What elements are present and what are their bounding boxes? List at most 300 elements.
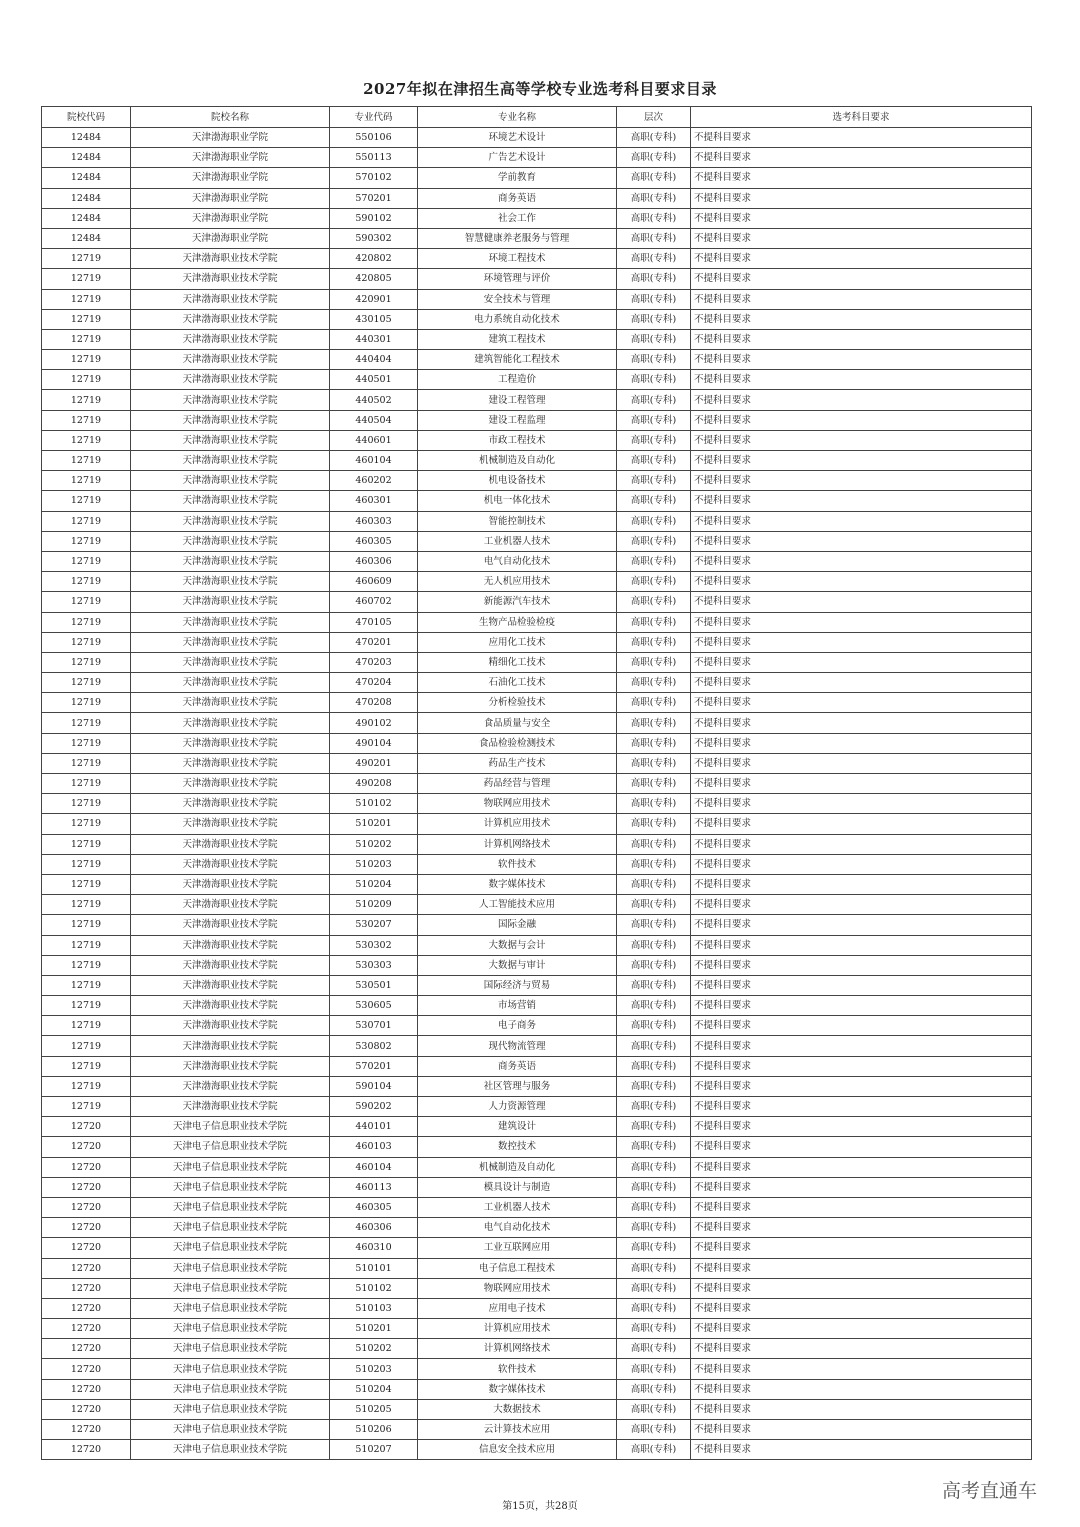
- school-name-cell: 天津渤海职业技术学院: [131, 955, 330, 975]
- table-row: [42, 713, 1032, 733]
- school-code-cell: 12719: [42, 895, 131, 915]
- major-name-cell: 分析检验技术: [418, 693, 617, 713]
- subject-requirement-cell: 不提科目要求: [691, 1298, 1032, 1318]
- school-code-cell: 12719: [42, 652, 131, 672]
- level-cell: 高职(专科): [617, 693, 691, 713]
- major-name-cell: 应用电子技术: [418, 1298, 617, 1318]
- school-name-cell: 天津渤海职业技术学院: [131, 410, 330, 430]
- level-cell: 高职(专科): [617, 491, 691, 511]
- major-name-cell: 建筑智能化工程技术: [418, 350, 617, 370]
- table-row: [42, 935, 1032, 955]
- table-row: [42, 592, 1032, 612]
- school-code-cell: 12720: [42, 1197, 131, 1217]
- subject-requirement-cell: 不提科目要求: [691, 774, 1032, 794]
- level-cell: 高职(专科): [617, 1359, 691, 1379]
- school-code-cell: 12719: [42, 632, 131, 652]
- level-cell: 高职(专科): [617, 955, 691, 975]
- table-row: [42, 1197, 1032, 1217]
- level-cell: 高职(专科): [617, 1076, 691, 1096]
- major-name-cell: 国际经济与贸易: [418, 975, 617, 995]
- school-name-cell: 天津渤海职业技术学院: [131, 774, 330, 794]
- level-cell: 高职(专科): [617, 511, 691, 531]
- school-name-cell: 天津渤海职业技术学院: [131, 289, 330, 309]
- school-name-cell: 天津渤海职业技术学院: [131, 612, 330, 632]
- level-cell: 高职(专科): [617, 572, 691, 592]
- major-code-cell: 550106: [330, 128, 418, 148]
- school-code-cell: 12719: [42, 390, 131, 410]
- table-row: [42, 188, 1032, 208]
- subject-requirement-cell: 不提科目要求: [691, 228, 1032, 248]
- school-name-cell: 天津渤海职业学院: [131, 228, 330, 248]
- level-cell: 高职(专科): [617, 713, 691, 733]
- major-code-cell: 590302: [330, 228, 418, 248]
- major-code-cell: 530501: [330, 975, 418, 995]
- school-name-cell: 天津渤海职业技术学院: [131, 733, 330, 753]
- table-row: [42, 1278, 1032, 1298]
- major-name-cell: 工业机器人技术: [418, 531, 617, 551]
- subject-requirement-cell: 不提科目要求: [691, 410, 1032, 430]
- subject-requirement-cell: 不提科目要求: [691, 612, 1032, 632]
- table-row: [42, 329, 1032, 349]
- major-name-cell: 新能源汽车技术: [418, 592, 617, 612]
- subject-requirement-cell: 不提科目要求: [691, 1278, 1032, 1298]
- subject-requirement-cell: 不提科目要求: [691, 249, 1032, 269]
- major-name-cell: 机电设备技术: [418, 471, 617, 491]
- major-name-cell: 电气自动化技术: [418, 551, 617, 571]
- major-name-cell: 环境工程技术: [418, 249, 617, 269]
- table-row: [42, 1076, 1032, 1096]
- major-code-cell: 510103: [330, 1298, 418, 1318]
- table-row: [42, 955, 1032, 975]
- level-cell: 高职(专科): [617, 794, 691, 814]
- subject-requirement-cell: 不提科目要求: [691, 733, 1032, 753]
- subject-requirement-cell: 不提科目要求: [691, 188, 1032, 208]
- major-code-cell: 590104: [330, 1076, 418, 1096]
- school-code-cell: 12719: [42, 592, 131, 612]
- major-name-cell: 国际金融: [418, 915, 617, 935]
- school-name-cell: 天津渤海职业技术学院: [131, 430, 330, 450]
- table-row: [42, 1420, 1032, 1440]
- level-cell: 高职(专科): [617, 673, 691, 693]
- subject-requirement-cell: 不提科目要求: [691, 430, 1032, 450]
- table-row: [42, 1016, 1032, 1036]
- major-code-cell: 440101: [330, 1117, 418, 1137]
- school-code-cell: 12720: [42, 1399, 131, 1419]
- subject-requirement-cell: 不提科目要求: [691, 854, 1032, 874]
- subject-requirement-cell: 不提科目要求: [691, 1056, 1032, 1076]
- header-subject-requirement: 选考科目要求: [691, 107, 1032, 128]
- school-code-cell: 12719: [42, 693, 131, 713]
- school-name-cell: 天津渤海职业技术学院: [131, 309, 330, 329]
- subject-requirement-cell: 不提科目要求: [691, 1036, 1032, 1056]
- level-cell: 高职(专科): [617, 1440, 691, 1460]
- school-name-cell: 天津渤海职业技术学院: [131, 652, 330, 672]
- school-name-cell: 天津渤海职业技术学院: [131, 1056, 330, 1076]
- table-row: [42, 895, 1032, 915]
- major-code-cell: 590202: [330, 1097, 418, 1117]
- subject-requirement-cell: 不提科目要求: [691, 168, 1032, 188]
- level-cell: 高职(专科): [617, 874, 691, 894]
- level-cell: 高职(专科): [617, 1278, 691, 1298]
- major-name-cell: 智能控制技术: [418, 511, 617, 531]
- major-name-cell: 大数据与会计: [418, 935, 617, 955]
- school-name-cell: 天津渤海职业学院: [131, 128, 330, 148]
- school-code-cell: 12719: [42, 854, 131, 874]
- major-name-cell: 软件技术: [418, 854, 617, 874]
- major-code-cell: 460305: [330, 1197, 418, 1217]
- school-name-cell: 天津渤海职业技术学院: [131, 1097, 330, 1117]
- school-code-cell: 12484: [42, 188, 131, 208]
- level-cell: 高职(专科): [617, 632, 691, 652]
- major-name-cell: 云计算技术应用: [418, 1420, 617, 1440]
- subject-requirement-cell: 不提科目要求: [691, 1157, 1032, 1177]
- table-row: [42, 1036, 1032, 1056]
- major-name-cell: 数字媒体技术: [418, 1379, 617, 1399]
- level-cell: 高职(专科): [617, 1056, 691, 1076]
- school-code-cell: 12719: [42, 451, 131, 471]
- table-row: [42, 269, 1032, 289]
- major-name-cell: 计算机应用技术: [418, 1319, 617, 1339]
- major-code-cell: 460702: [330, 592, 418, 612]
- level-cell: 高职(专科): [617, 996, 691, 1016]
- subject-requirement-cell: 不提科目要求: [691, 814, 1032, 834]
- table-row: [42, 249, 1032, 269]
- school-name-cell: 天津渤海职业技术学院: [131, 753, 330, 773]
- major-name-cell: 建筑设计: [418, 1117, 617, 1137]
- level-cell: 高职(专科): [617, 975, 691, 995]
- school-code-cell: 12484: [42, 128, 131, 148]
- major-name-cell: 精细化工技术: [418, 652, 617, 672]
- subject-requirement-cell: 不提科目要求: [691, 1218, 1032, 1238]
- table-row: [42, 1399, 1032, 1419]
- school-code-cell: 12719: [42, 531, 131, 551]
- major-name-cell: 电气自动化技术: [418, 1218, 617, 1238]
- major-name-cell: 物联网应用技术: [418, 794, 617, 814]
- level-cell: 高职(专科): [617, 350, 691, 370]
- major-code-cell: 510207: [330, 1440, 418, 1460]
- school-code-cell: 12720: [42, 1238, 131, 1258]
- subject-requirement-cell: 不提科目要求: [691, 148, 1032, 168]
- subject-requirement-cell: 不提科目要求: [691, 128, 1032, 148]
- major-code-cell: 420901: [330, 289, 418, 309]
- school-code-cell: 12719: [42, 794, 131, 814]
- level-cell: 高职(专科): [617, 208, 691, 228]
- school-code-cell: 12719: [42, 834, 131, 854]
- school-code-cell: 12719: [42, 471, 131, 491]
- school-code-cell: 12719: [42, 996, 131, 1016]
- subject-requirement-cell: 不提科目要求: [691, 996, 1032, 1016]
- major-name-cell: 食品检验检测技术: [418, 733, 617, 753]
- school-name-cell: 天津电子信息职业技术学院: [131, 1319, 330, 1339]
- major-code-cell: 460202: [330, 471, 418, 491]
- header-level: 层次: [617, 107, 691, 128]
- table-row: [42, 1339, 1032, 1359]
- table-row: [42, 451, 1032, 471]
- level-cell: 高职(专科): [617, 895, 691, 915]
- subject-requirement-cell: 不提科目要求: [691, 491, 1032, 511]
- school-code-cell: 12719: [42, 1036, 131, 1056]
- major-code-cell: 470105: [330, 612, 418, 632]
- major-name-cell: 模具设计与制造: [418, 1177, 617, 1197]
- table-row: [42, 572, 1032, 592]
- level-cell: 高职(专科): [617, 774, 691, 794]
- table-row: [42, 854, 1032, 874]
- level-cell: 高职(专科): [617, 329, 691, 349]
- level-cell: 高职(专科): [617, 854, 691, 874]
- major-code-cell: 460306: [330, 551, 418, 571]
- table-row: [42, 915, 1032, 935]
- school-code-cell: 12720: [42, 1177, 131, 1197]
- school-name-cell: 天津渤海职业技术学院: [131, 895, 330, 915]
- major-code-cell: 460301: [330, 491, 418, 511]
- major-code-cell: 470203: [330, 652, 418, 672]
- major-code-cell: 440501: [330, 370, 418, 390]
- major-code-cell: 490208: [330, 774, 418, 794]
- school-code-cell: 12719: [42, 551, 131, 571]
- school-code-cell: 12719: [42, 1016, 131, 1036]
- major-name-cell: 计算机应用技术: [418, 814, 617, 834]
- subject-requirement-cell: 不提科目要求: [691, 1137, 1032, 1157]
- subject-requirement-cell: 不提科目要求: [691, 955, 1032, 975]
- table-row: [42, 1258, 1032, 1278]
- major-name-cell: 商务英语: [418, 188, 617, 208]
- table-row: [42, 632, 1032, 652]
- major-name-cell: 食品质量与安全: [418, 713, 617, 733]
- school-code-cell: 12719: [42, 249, 131, 269]
- table-row: [42, 673, 1032, 693]
- major-name-cell: 计算机网络技术: [418, 1339, 617, 1359]
- level-cell: 高职(专科): [617, 551, 691, 571]
- major-name-cell: 电子商务: [418, 1016, 617, 1036]
- table-row: [42, 228, 1032, 248]
- level-cell: 高职(专科): [617, 188, 691, 208]
- school-name-cell: 天津电子信息职业技术学院: [131, 1420, 330, 1440]
- level-cell: 高职(专科): [617, 1036, 691, 1056]
- level-cell: 高职(专科): [617, 228, 691, 248]
- major-code-cell: 470201: [330, 632, 418, 652]
- major-code-cell: 440601: [330, 430, 418, 450]
- school-name-cell: 天津渤海职业技术学院: [131, 915, 330, 935]
- school-name-cell: 天津渤海职业技术学院: [131, 249, 330, 269]
- major-code-cell: 460310: [330, 1238, 418, 1258]
- school-code-cell: 12720: [42, 1339, 131, 1359]
- subject-requirement-cell: 不提科目要求: [691, 531, 1032, 551]
- major-name-cell: 数控技术: [418, 1137, 617, 1157]
- school-code-cell: 12719: [42, 733, 131, 753]
- school-code-cell: 12720: [42, 1319, 131, 1339]
- level-cell: 高职(专科): [617, 168, 691, 188]
- table-row: [42, 1379, 1032, 1399]
- major-code-cell: 510205: [330, 1399, 418, 1419]
- table-row: [42, 1218, 1032, 1238]
- level-cell: 高职(专科): [617, 935, 691, 955]
- table-row: [42, 1056, 1032, 1076]
- level-cell: 高职(专科): [617, 1379, 691, 1399]
- major-name-cell: 电力系统自动化技术: [418, 309, 617, 329]
- school-name-cell: 天津渤海职业学院: [131, 168, 330, 188]
- major-name-cell: 无人机应用技术: [418, 572, 617, 592]
- table-row: [42, 774, 1032, 794]
- level-cell: 高职(专科): [617, 592, 691, 612]
- header-major-code: 专业代码: [330, 107, 418, 128]
- school-name-cell: 天津渤海职业技术学院: [131, 1016, 330, 1036]
- subject-requirement-cell: 不提科目要求: [691, 1016, 1032, 1036]
- table-row: [42, 794, 1032, 814]
- school-name-cell: 天津渤海职业技术学院: [131, 975, 330, 995]
- subject-requirement-cell: 不提科目要求: [691, 753, 1032, 773]
- major-code-cell: 530303: [330, 955, 418, 975]
- school-name-cell: 天津渤海职业技术学院: [131, 491, 330, 511]
- major-name-cell: 工业互联网应用: [418, 1238, 617, 1258]
- school-name-cell: 天津渤海职业技术学院: [131, 632, 330, 652]
- school-name-cell: 天津渤海职业技术学院: [131, 390, 330, 410]
- subject-requirement-cell: 不提科目要求: [691, 1097, 1032, 1117]
- level-cell: 高职(专科): [617, 1319, 691, 1339]
- level-cell: 高职(专科): [617, 834, 691, 854]
- header-school-name: 院校名称: [131, 107, 330, 128]
- subject-requirement-cell: 不提科目要求: [691, 370, 1032, 390]
- subject-requirement-cell: 不提科目要求: [691, 1420, 1032, 1440]
- level-cell: 高职(专科): [617, 1420, 691, 1440]
- table-row: [42, 410, 1032, 430]
- school-name-cell: 天津电子信息职业技术学院: [131, 1258, 330, 1278]
- major-code-cell: 460104: [330, 1157, 418, 1177]
- school-name-cell: 天津渤海职业技术学院: [131, 1036, 330, 1056]
- school-name-cell: 天津渤海职业技术学院: [131, 269, 330, 289]
- table-row: [42, 350, 1032, 370]
- page-number: 第15页，共28页: [502, 1501, 578, 1512]
- subject-requirement-cell: 不提科目要求: [691, 269, 1032, 289]
- major-code-cell: 590102: [330, 208, 418, 228]
- watermark: 高考直通车: [942, 1480, 1038, 1502]
- school-code-cell: 12719: [42, 370, 131, 390]
- table-row: [42, 430, 1032, 450]
- major-code-cell: 490104: [330, 733, 418, 753]
- major-code-cell: 510206: [330, 1420, 418, 1440]
- subject-requirement-cell: 不提科目要求: [691, 511, 1032, 531]
- table-row: [42, 370, 1032, 390]
- level-cell: 高职(专科): [617, 1097, 691, 1117]
- major-code-cell: 530207: [330, 915, 418, 935]
- table-body: [42, 128, 1032, 1460]
- subject-requirement-cell: 不提科目要求: [691, 673, 1032, 693]
- table-row: [42, 733, 1032, 753]
- level-cell: 高职(专科): [617, 1218, 691, 1238]
- major-code-cell: 550113: [330, 148, 418, 168]
- table-row: [42, 1137, 1032, 1157]
- subject-requirement-cell: 不提科目要求: [691, 1339, 1032, 1359]
- table-row: [42, 208, 1032, 228]
- major-code-cell: 530802: [330, 1036, 418, 1056]
- school-code-cell: 12719: [42, 329, 131, 349]
- subject-requirement-cell: 不提科目要求: [691, 592, 1032, 612]
- subject-requirement-cell: 不提科目要求: [691, 1319, 1032, 1339]
- school-code-cell: 12719: [42, 572, 131, 592]
- table-row: [42, 471, 1032, 491]
- school-code-cell: 12719: [42, 1056, 131, 1076]
- level-cell: 高职(专科): [617, 249, 691, 269]
- major-name-cell: 药品生产技术: [418, 753, 617, 773]
- table-row: [42, 975, 1032, 995]
- major-code-cell: 530302: [330, 935, 418, 955]
- school-code-cell: 12719: [42, 309, 131, 329]
- major-code-cell: 460113: [330, 1177, 418, 1197]
- school-name-cell: 天津渤海职业技术学院: [131, 673, 330, 693]
- level-cell: 高职(专科): [617, 289, 691, 309]
- major-code-cell: 440404: [330, 350, 418, 370]
- table-row: [42, 1117, 1032, 1137]
- school-code-cell: 12719: [42, 935, 131, 955]
- level-cell: 高职(专科): [617, 915, 691, 935]
- level-cell: 高职(专科): [617, 430, 691, 450]
- school-name-cell: 天津电子信息职业技术学院: [131, 1177, 330, 1197]
- table-row: [42, 1177, 1032, 1197]
- table-row: [42, 834, 1032, 854]
- level-cell: 高职(专科): [617, 128, 691, 148]
- major-code-cell: 420805: [330, 269, 418, 289]
- table-row: [42, 128, 1032, 148]
- major-name-cell: 商务英语: [418, 1056, 617, 1076]
- level-cell: 高职(专科): [617, 612, 691, 632]
- school-code-cell: 12484: [42, 148, 131, 168]
- level-cell: 高职(专科): [617, 1258, 691, 1278]
- school-name-cell: 天津电子信息职业技术学院: [131, 1218, 330, 1238]
- subject-requirement-cell: 不提科目要求: [691, 1117, 1032, 1137]
- major-code-cell: 570201: [330, 188, 418, 208]
- major-name-cell: 市政工程技术: [418, 430, 617, 450]
- school-code-cell: 12720: [42, 1278, 131, 1298]
- level-cell: 高职(专科): [617, 1157, 691, 1177]
- school-name-cell: 天津渤海职业技术学院: [131, 471, 330, 491]
- table-row: [42, 1157, 1032, 1177]
- major-code-cell: 510202: [330, 1339, 418, 1359]
- major-name-cell: 社区管理与服务: [418, 1076, 617, 1096]
- school-name-cell: 天津渤海职业技术学院: [131, 592, 330, 612]
- major-code-cell: 490102: [330, 713, 418, 733]
- school-name-cell: 天津电子信息职业技术学院: [131, 1359, 330, 1379]
- table-row: [42, 612, 1032, 632]
- school-name-cell: 天津电子信息职业技术学院: [131, 1339, 330, 1359]
- level-cell: 高职(专科): [617, 390, 691, 410]
- major-name-cell: 环境艺术设计: [418, 128, 617, 148]
- school-code-cell: 12719: [42, 350, 131, 370]
- school-code-cell: 12720: [42, 1420, 131, 1440]
- school-name-cell: 天津电子信息职业技术学院: [131, 1379, 330, 1399]
- level-cell: 高职(专科): [617, 1339, 691, 1359]
- level-cell: 高职(专科): [617, 269, 691, 289]
- level-cell: 高职(专科): [617, 1177, 691, 1197]
- table-row: [42, 531, 1032, 551]
- subject-requirement-cell: 不提科目要求: [691, 451, 1032, 471]
- school-code-cell: 12720: [42, 1440, 131, 1460]
- level-cell: 高职(专科): [617, 753, 691, 773]
- major-code-cell: 530701: [330, 1016, 418, 1036]
- school-code-cell: 12719: [42, 753, 131, 773]
- major-code-cell: 440301: [330, 329, 418, 349]
- major-name-cell: 石油化工技术: [418, 673, 617, 693]
- table-row: [42, 289, 1032, 309]
- level-cell: 高职(专科): [617, 1117, 691, 1137]
- level-cell: 高职(专科): [617, 451, 691, 471]
- school-name-cell: 天津电子信息职业技术学院: [131, 1298, 330, 1318]
- subject-requirement-cell: 不提科目要求: [691, 874, 1032, 894]
- level-cell: 高职(专科): [617, 370, 691, 390]
- school-name-cell: 天津渤海职业技术学院: [131, 451, 330, 471]
- level-cell: 高职(专科): [617, 531, 691, 551]
- major-name-cell: 现代物流管理: [418, 1036, 617, 1056]
- major-name-cell: 工业机器人技术: [418, 1197, 617, 1217]
- school-name-cell: 天津渤海职业技术学院: [131, 693, 330, 713]
